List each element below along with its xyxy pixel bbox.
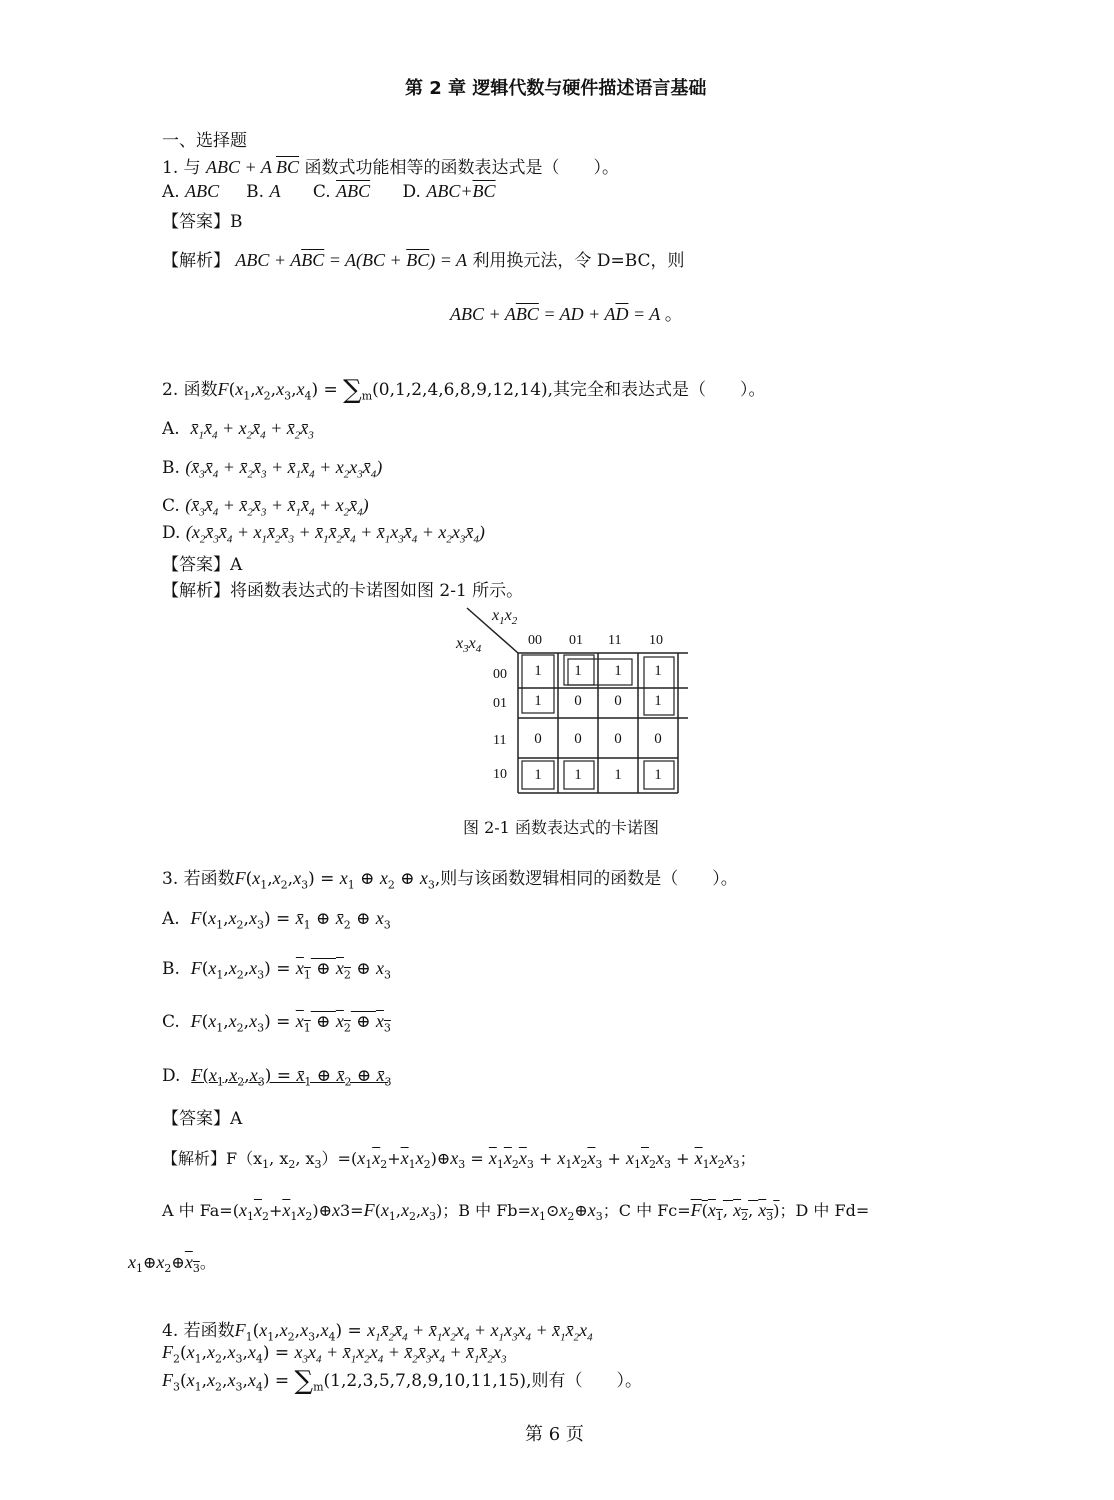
q3-suffix: ,则与该函数逻辑相同的函数是（ ）。 xyxy=(434,869,738,889)
q1-analysis: 【解析】 ABC + $A\overline{BC} = A(BC + \overline{BC}) = A$ 利用换元法，令 D=BC，则 xyxy=(162,250,685,271)
q2-analysis: 【解析】将函数表达式的卡诺图如图 2-1 所示。 xyxy=(162,581,524,601)
kmap-cell: 1 xyxy=(574,663,582,679)
kmap-cell: 1 xyxy=(654,663,662,679)
q4-prefix: 4. 若函数 xyxy=(162,1321,235,1341)
q3-option-b: B. $F(x_1,x_2,x_3) = x_1$ ⊕ $x_2$ ⊕ $x_3$ xyxy=(162,958,391,982)
kmap-cell: 1 xyxy=(654,767,662,783)
kmap-col-label: 01 xyxy=(569,633,583,648)
kmap-row-label: 10 xyxy=(493,767,507,782)
q4-line3: $F_3(x_1,x_2,x_3,x_4) = \sum_m(1,2,3,5,7,8,9,10,11,15)$,则有（ ）。 xyxy=(162,1366,642,1396)
q2-option-d: D. ($x_2x̄_3x̄_4$ + $x_1x̄_2x̄_3$ + $x̄_1x̄_2x̄_4$ + $x̄_1x_3x̄_4$ + $x_2x_3x̄_4$) xyxy=(162,522,485,546)
q2-answer: 【答案】A xyxy=(162,555,243,575)
karnaugh-map xyxy=(450,603,710,803)
kmap-cell: 0 xyxy=(654,731,662,747)
q2-suffix: ,其完全和表达式是（ ）。 xyxy=(547,380,766,400)
q2-option-b: B. ($x̄_3x̄_4$ + $x̄_2x̄_3$ + $x̄_1x̄_4$ + $x_2x_3x̄_4$) xyxy=(162,457,383,481)
kmap-col-label: 11 xyxy=(608,633,622,648)
q3-analysis-line1: 【解析】$F(x_1$, $x_2$, $x_3)=(x_1\overline{x}_2+\overline{x}_1x_2)\oplus x_3 = \overline{x}_1\overline{x}_2\overline{x}_3 + x_1x_2\overline{x}_3 + x_1\overline{x}_2x_3 + \overline{x}_1x_2x_3$； xyxy=(162,1148,756,1172)
q3-analysis-line3: $x_1\oplus x_2\oplus\overline{x}_3$。 xyxy=(128,1252,216,1276)
kmap-cell: 1 xyxy=(654,693,662,709)
q3-option-a: A. $F(x_1,x_2,x_3)$ = $x̄_1$ ⊕ $x̄_2$ ⊕ $x_3$ xyxy=(162,908,391,932)
q4-suffix: ,则有（ ）。 xyxy=(526,1371,642,1391)
q1-suffix: 函数式功能相等的函数表达式是（ ）。 xyxy=(304,158,619,178)
section-title: 一、选择题 xyxy=(162,131,247,151)
kmap-col-label: 00 xyxy=(528,633,542,648)
kmap-row-label: 11 xyxy=(493,733,507,748)
kmap-row-var: $x_3x_4$ xyxy=(456,635,482,656)
kmap-cell: 1 xyxy=(574,767,582,783)
kmap-cell: 0 xyxy=(614,693,622,709)
q2-prefix: 2. 函数 xyxy=(162,380,218,400)
page-number: 第 6 页 xyxy=(525,1424,584,1445)
q4-line1: 4. 若函数$F_1(x_1,x_2,x_3,x_4)$ = $x_1x̄_2x̄_4$ + $x̄_1x_2x_4 + x_1x_3x_4$ + $x̄_1x̄_2x_4$ xyxy=(162,1320,593,1344)
kmap-cell: 0 xyxy=(534,731,542,747)
q1-options: A. ABC B. A C. $\overline{ABC}$ D. $ABC+\overline{BC}$ xyxy=(162,181,496,202)
q1-prefix: 1. 与 xyxy=(162,158,201,178)
q3-answer: 【答案】A xyxy=(162,1109,243,1129)
kmap-row-label: 01 xyxy=(493,696,507,711)
kmap-cell: 1 xyxy=(614,767,622,783)
q1-answer: 【答案】B xyxy=(162,212,243,232)
q2-option-a: A. $x̄_1x̄_4$ + $x_2x̄_4$ + $x̄_2x̄_3$ xyxy=(162,418,314,442)
chapter-title: 第 2 章 逻辑代数与硬件描述语言基础 xyxy=(405,78,707,99)
q1-analysis-result: ABC + $A\overline{BC}$ = AD + $A\overline{D} = A$ 。 xyxy=(450,304,683,324)
kmap-cell: 0 xyxy=(614,731,622,747)
kmap-cell: 1 xyxy=(534,767,542,783)
kmap-cell: 1 xyxy=(534,693,542,709)
kmap-col-var: $x_1x_2$ xyxy=(492,607,518,628)
q3-option-c: C. $F(x_1,x_2,x_3) = x_1$ ⊕ $x_2$ ⊕ $x_3$ xyxy=(162,1011,391,1035)
q2-option-c: C. ($x̄_3x̄_4$ + $x̄_2x̄_3$ + $x̄_1x̄_4$ + $x_2x̄_4$) xyxy=(162,495,369,519)
q1-analysis-text: 利用换元法，令 D=BC，则 xyxy=(472,251,685,271)
kmap-cell: 0 xyxy=(574,731,582,747)
q3-option-d: D. $F(x_1,x_2,x_3)$ = $x̄_1$ ⊕ $x̄_2$ ⊕ $x̄_3$ xyxy=(162,1065,392,1089)
kmap-row-label: 00 xyxy=(493,667,507,682)
q3-stem: 3. 若函数$F(x_1,x_2,x_3) = x_1$ ⊕ $x_2$ ⊕ $x_3$,则与该函数逻辑相同的函数是（ ）。 xyxy=(162,868,738,892)
q1-analysis-label: 【解析】 xyxy=(162,251,230,271)
q1-stem xyxy=(162,153,619,178)
kmap-cell: 1 xyxy=(614,663,622,679)
kmap-col-label: 10 xyxy=(649,633,663,648)
q2-stem: 2. 函数$F(x_1,x_2,x_3,x_4) = \sum_m(0,1,2,4,6,8,9,12,14)$,其完全和表达式是（ ）。 xyxy=(162,375,766,405)
q1-expr: ABC + A $\overline{BC}$ xyxy=(206,157,300,177)
q4-line2: $F_2(x_1,x_2,x_3,x_4) = x_3x_4$ + $x̄_1x_2x_4$ + $x̄_2x̄_3x_4$ + $x̄_1x̄_2x_3$ xyxy=(162,1342,507,1366)
kmap-cell: 1 xyxy=(534,663,542,679)
figure-caption: 图 2-1 函数表达式的卡诺图 xyxy=(463,818,659,837)
q3-prefix: 3. 若函数 xyxy=(162,869,235,889)
kmap-cell: 0 xyxy=(574,693,582,709)
q3-analysis-line2: A 中 $Fa=(x_1\overline{x}_2+\overline{x}_1x_2)\oplus x3=F(x_1,x_2,x_3)$；B 中 $Fb=x_1⊙x_2\oplus x_3$；C 中 $Fc=F(x_1$, $x_2$, $x_3$)；D 中 Fd= xyxy=(162,1200,870,1224)
